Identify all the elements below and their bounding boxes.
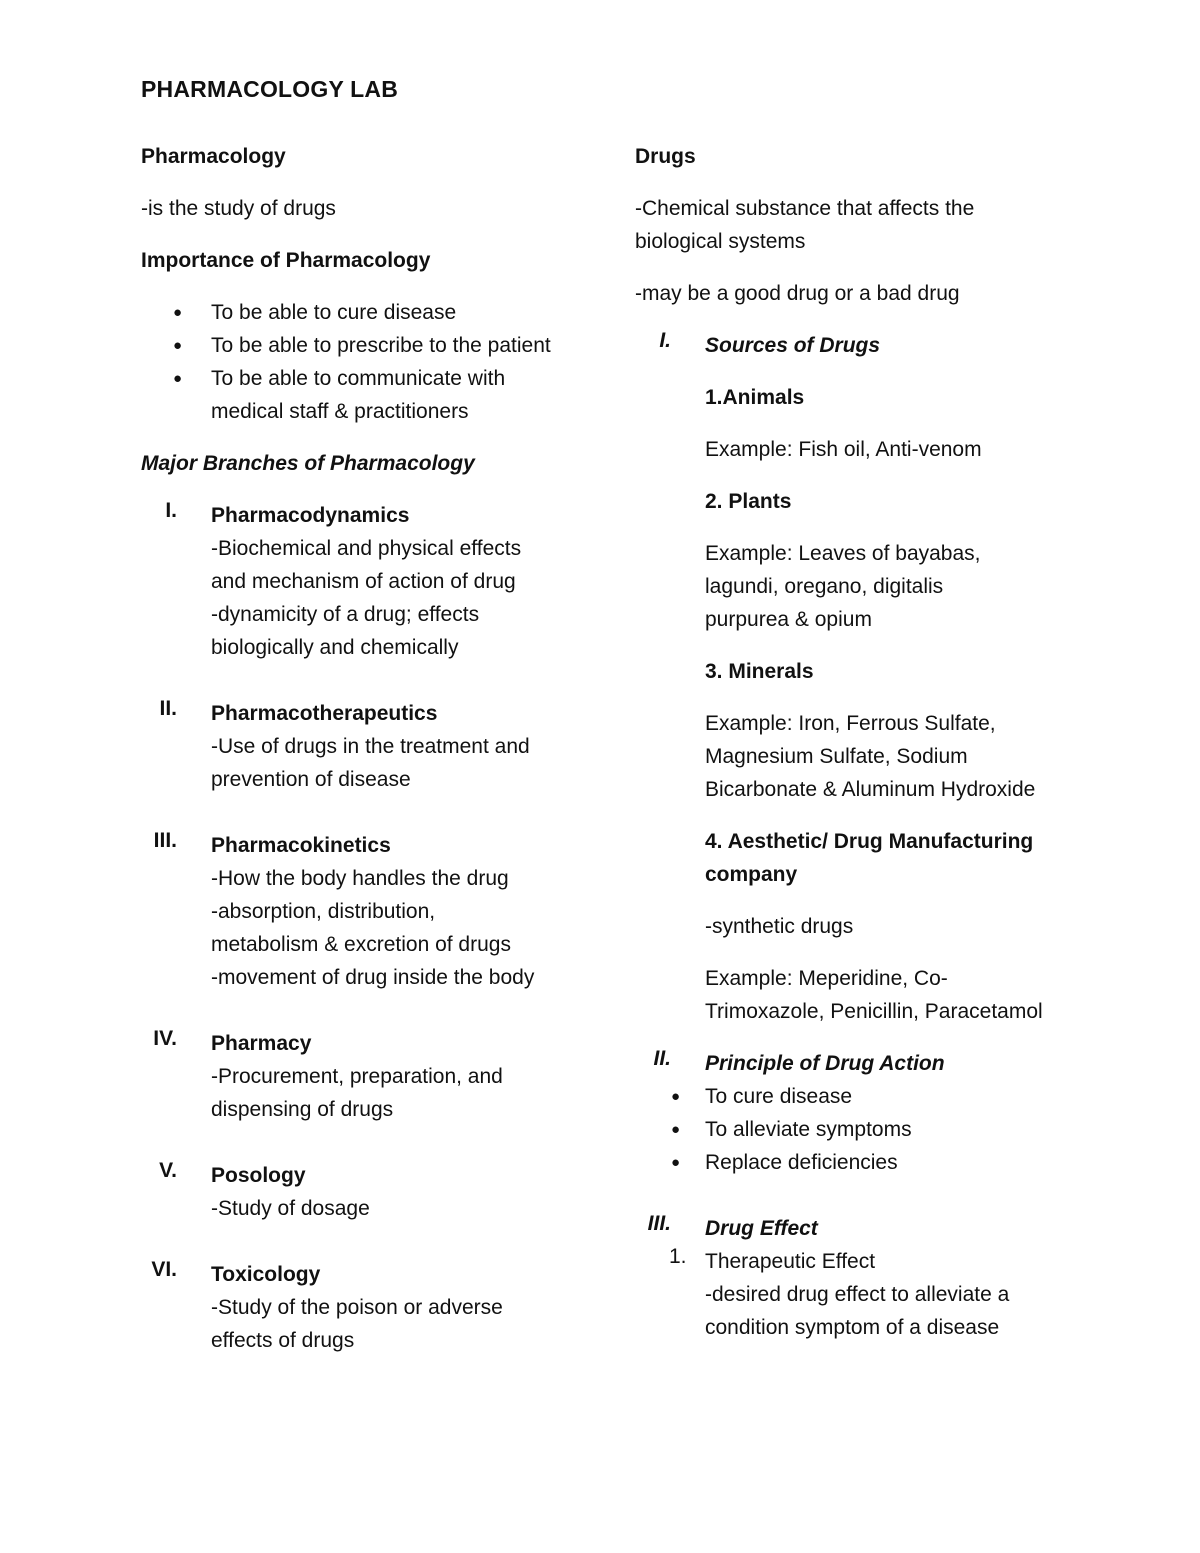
branch-posology (141, 1159, 581, 1225)
drugs-definition-line: -may be a good drug or a bad drug (635, 282, 960, 305)
page-title: PHARMACOLOGY LAB (141, 76, 399, 102)
effect-item-name: Therapeutic Effect (705, 1250, 876, 1273)
branch-name: Posology (211, 1164, 306, 1187)
branch-name: Pharmacy (211, 1032, 312, 1055)
plants-example-line: Example: Leaves of bayabas, (705, 542, 981, 565)
branch-pharmacotherapeutics (141, 697, 581, 796)
effect-item-line: condition symptom of a disease (705, 1316, 1000, 1339)
synthetic-example-line: Trimoxazole, Penicillin, Paracetamol (705, 1000, 1043, 1023)
importance-list (141, 296, 581, 428)
branch-line: -Study of dosage (211, 1197, 370, 1220)
list-item: ● To be able to prescribe to the patient (141, 329, 581, 362)
plants-heading: 2. Plants (705, 490, 792, 513)
roman-numeral: V. (159, 1159, 177, 1182)
roman-numeral: I. (659, 329, 671, 352)
list-item: ● To alleviate symptoms (635, 1113, 1065, 1146)
minerals-example-line: Bicarbonate & Aluminum Hydroxide (705, 778, 1036, 801)
drugs-definition-line: biological systems (635, 230, 806, 253)
branch-line: -Procurement, preparation, and (211, 1065, 503, 1088)
branch-line: dispensing of drugs (211, 1098, 394, 1121)
effect-item (635, 1245, 1065, 1344)
list-item: ● Replace deficiencies (635, 1146, 1065, 1179)
branch-line: -dynamicity of a drug; effects (211, 603, 480, 626)
branch-name: Toxicology (211, 1263, 321, 1286)
pharmacology-definition: -is the study of drugs (141, 197, 336, 220)
synthetic-example-line: Example: Meperidine, Co- (705, 967, 948, 990)
animals-heading: 1.Animals (705, 386, 805, 409)
branch-line: effects of drugs (211, 1329, 355, 1352)
branch-pharmacodynamics (141, 499, 581, 664)
branch-name: Pharmacotherapeutics (211, 702, 438, 725)
branch-line: prevention of disease (211, 768, 411, 791)
principle-heading: Principle of Drug Action (705, 1052, 945, 1075)
effect-section (635, 1212, 1065, 1245)
branch-line: biologically and chemically (211, 636, 459, 659)
minerals-example-line: Magnesium Sulfate, Sodium (705, 745, 968, 768)
animals-example: Example: Fish oil, Anti-venom (705, 438, 982, 461)
branch-line: -absorption, distribution, (211, 900, 436, 923)
list-item: ● To be able to cure disease (141, 296, 581, 329)
right-column (635, 140, 1065, 1344)
branch-line: -Use of drugs in the treatment and (211, 735, 530, 758)
left-column (141, 140, 581, 1357)
importance-heading: Importance of Pharmacology (141, 249, 431, 272)
roman-numeral: III. (153, 829, 177, 852)
list-item: ● To be able to communicate with (141, 362, 581, 395)
roman-numeral: I. (165, 499, 177, 522)
roman-numeral: III. (647, 1212, 671, 1235)
branch-pharmacy (141, 1027, 581, 1126)
plants-example-line: purpurea & opium (705, 608, 872, 631)
drugs-heading: Drugs (635, 145, 696, 168)
principle-section (635, 1047, 1065, 1080)
branch-line: -Biochemical and physical effects (211, 537, 522, 560)
branch-line: -Study of the poison or adverse (211, 1296, 503, 1319)
branch-name: Pharmacodynamics (211, 504, 410, 527)
aesthetic-heading-line: 4. Aesthetic/ Drug Manufacturing (705, 830, 1034, 853)
sources-heading: Sources of Drugs (705, 334, 881, 357)
effect-heading: Drug Effect (705, 1217, 818, 1240)
branches-heading: Major Branches of Pharmacology (141, 452, 475, 475)
minerals-example-line: Example: Iron, Ferrous Sulfate, (705, 712, 996, 735)
roman-numeral: II. (159, 697, 177, 720)
branch-line: metabolism & excretion of drugs (211, 933, 511, 956)
roman-numeral: II. (653, 1047, 671, 1070)
aesthetic-heading-line: company (705, 863, 798, 886)
branch-line: -How the body handles the drug (211, 867, 509, 890)
branch-line: and mechanism of action of drug (211, 570, 516, 593)
minerals-heading: 3. Minerals (705, 660, 814, 683)
principle-list (635, 1080, 1065, 1179)
branch-pharmacokinetics (141, 829, 581, 994)
branch-name: Pharmacokinetics (211, 834, 391, 857)
list-item-text: medical staff & practitioners (211, 400, 469, 423)
ordered-number: 1. (669, 1245, 687, 1268)
plants-example-line: lagundi, oregano, digitalis (705, 575, 944, 598)
drugs-definition-line: -Chemical substance that affects the (635, 197, 975, 220)
roman-numeral: VI. (151, 1258, 177, 1281)
pharmacology-heading: Pharmacology (141, 145, 286, 168)
list-item: ● To cure disease (635, 1080, 1065, 1113)
branch-toxicology (141, 1258, 581, 1357)
roman-numeral: IV. (153, 1027, 177, 1050)
effect-item-line: -desired drug effect to alleviate a (705, 1283, 1010, 1306)
synthetic-drugs: -synthetic drugs (705, 915, 854, 938)
sources-section (635, 329, 1065, 1028)
list-item-continuation (141, 395, 581, 428)
branch-line: -movement of drug inside the body (211, 966, 535, 989)
